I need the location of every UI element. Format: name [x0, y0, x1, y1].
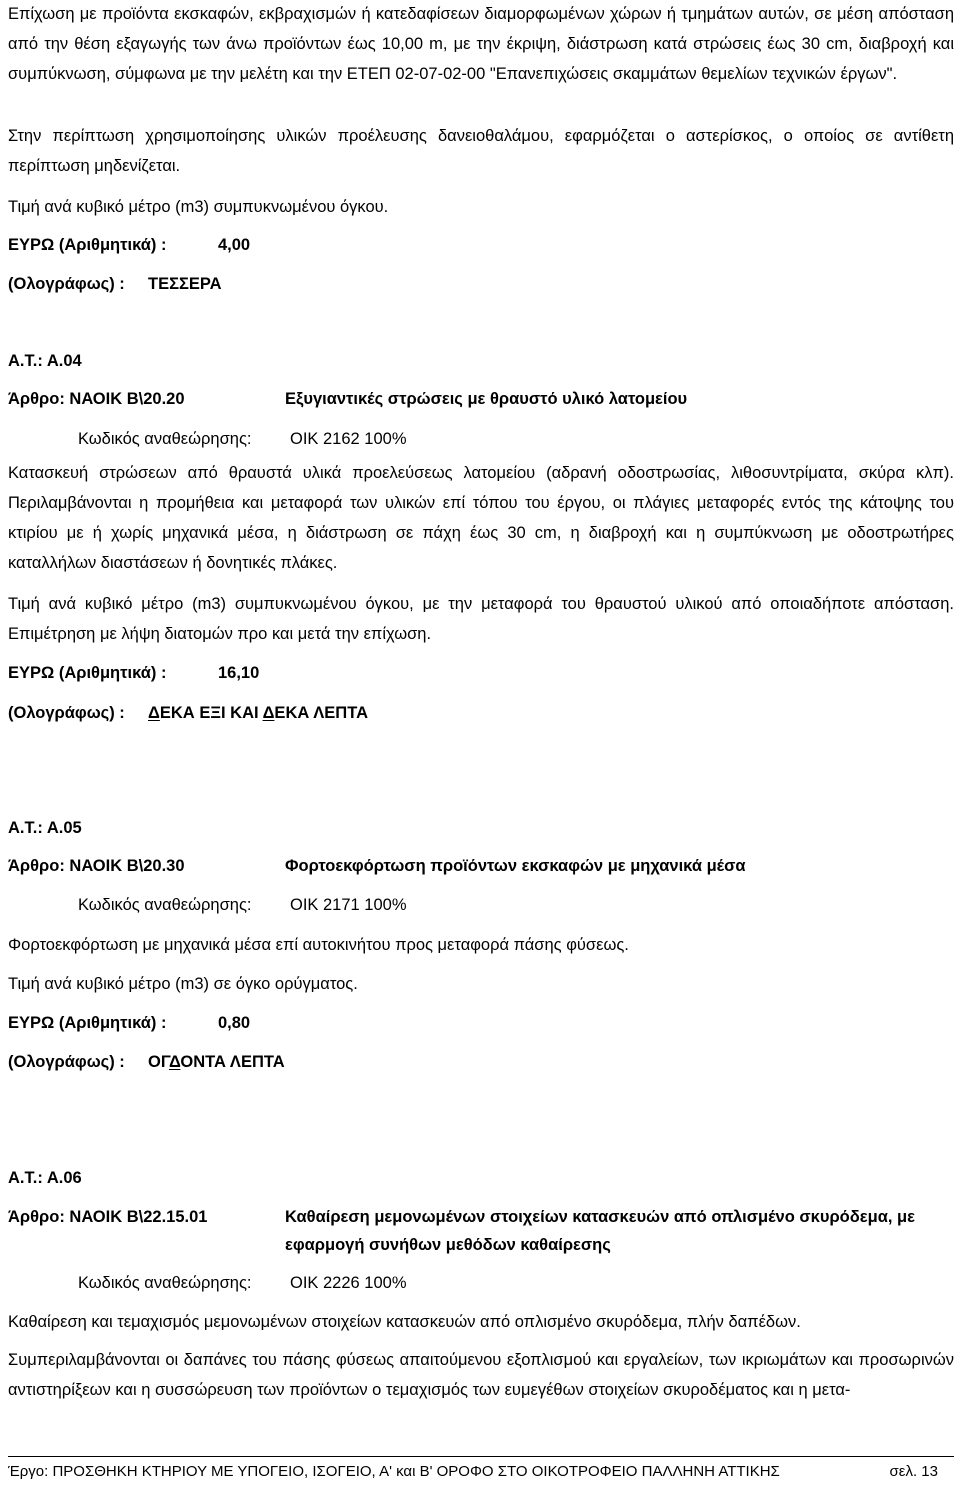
item-description: Κατασκευή στρώσεων από θραυστά υλικά προελεύσεως λατομείου (αδρανή οδοστρωσίας, λιθοσυντρίματα, σκύρα κλπ). Περιλαμβάνονται η προμήθεια και μεταφορά των υλικών επί τόπου του έργου, οι πλάγιες μεταφορές εντός της κάτοψης του κτιρίου με ή χωρίς μηχανικά μέσα, η διάστρωση σε πάχη έως 30 cm, η διαβροχή και η συμπύκνωση με οδοστρωτήρες καταλλήλων διαστάσεων ή δονητικές πλάκες.: [8, 464, 954, 572]
article-code: Άρθρο: ΝΑΟΙΚ Β\22.15.01: [8, 1208, 208, 1226]
item-pricing-note: Συμπεριλαμβάνονται οι δαπάνες του πάσης φύσεως απαιτούμενου εξοπλισμού και εργαλείων, των ικριωμάτων και προσωρινών αντιστηρίξεων και η συσσώρευση των προϊόντων ο τεμαχισμός των ευμεγέθων στοιχείων σκυροδέματος και η μετα-: [8, 1351, 954, 1399]
item-code: Α.Τ.: Α.06: [8, 1169, 82, 1187]
revision-value: ΟΙΚ 2162 100%: [290, 430, 407, 448]
item-description: Φορτοεκφόρτωση με μηχανικά μέσα επί αυτοκινήτου προς μεταφορά πάσης φύσεως.: [8, 936, 629, 954]
footer-divider: [8, 1456, 954, 1457]
revision-label: Κωδικός αναθεώρησης:: [78, 430, 252, 448]
price-numeric-value: 4,00: [218, 236, 251, 254]
item-pricing-note: Τιμή ανά κυβικό μέτρο (m3) σε όγκο ορύγματος.: [8, 975, 358, 993]
article-title: Φορτοεκφόρτωση προϊόντων εκσκαφών με μηχανικά μέσα: [285, 857, 746, 875]
revision-value: ΟΙΚ 2171 100%: [290, 896, 407, 914]
price-numeric-value: 16,10: [218, 664, 260, 682]
price-words-value: ΤΕΣΣΕΡΑ: [148, 275, 222, 293]
item-pricing-note: Τιμή ανά κυβικό μέτρο (m3) συμπυκνωμένου όγκου, με την μεταφορά του θραυστού υλικού από οποιαδήποτε απόσταση. Επιμέτρηση με λήψη διατομών προ και μετά την επίχωση.: [8, 595, 954, 643]
article-title: Καθαίρεση μεμονωμένων στοιχείων κατασκευών από οπλισμένο σκυρόδεμα, με εφαρμογή συνήθων μεθόδων καθαίρεσης: [285, 1208, 915, 1254]
footer-page-number: σελ. 13: [889, 1463, 938, 1480]
price-numeric-label: ΕΥΡΩ (Αριθμητικά) :: [8, 664, 167, 682]
revision-value: ΟΙΚ 2226 100%: [290, 1274, 407, 1292]
intro-paragraph: Επίχωση με προϊόντα εκσκαφών, εκβραχισμών ή κατεδαφίσεων διαμορφωμένων χώρων ή τμημάτων αυτών, σε μέση απόσταση από την θέση εξαγωγής των άνω προϊόντων έως 10,00 m, με την έκριψη, διάστρωση κατά στρώσεις έως 30 cm, διαβροχή και συμπύκνωση, σύμφωνα με την μελέτη και την ΕΤΕΠ 02-07-02-00 "Επανεπιχώσεις σκαμμάτων θεμελίων τεχνικών έργων".: [8, 5, 954, 83]
price-words-label: (Ολογράφως) :: [8, 704, 125, 722]
article-code: Άρθρο: ΝΑΟΙΚ Β\20.20: [8, 390, 185, 408]
footer-project: Έργο: ΠΡΟΣΘΗΚΗ ΚΤΗΡΙΟΥ ΜΕ ΥΠΟΓΕΙΟ, ΙΣΟΓΕΙΟ, Α' και Β' ΟΡΟΦΟ ΣΤΟ ΟΙΚΟΤΡΟΦΕΙΟ ΠΑΛΛΗΝΗ ΑΤΤΙΚΗΣ: [8, 1463, 780, 1480]
revision-label: Κωδικός αναθεώρησης:: [78, 896, 252, 914]
item-code: Α.Τ.: Α.05: [8, 819, 82, 837]
price-words-label: (Ολογράφως) :: [8, 1053, 125, 1071]
price-numeric-label: ΕΥΡΩ (Αριθμητικά) :: [8, 1014, 167, 1032]
price-numeric-value: 0,80: [218, 1014, 251, 1032]
price-numeric-label: ΕΥΡΩ (Αριθμητικά) :: [8, 236, 167, 254]
item-description: Καθαίρεση και τεμαχισμός μεμονωμένων στοιχείων κατασκευών από οπλισμένο σκυρόδεμα, πλήν δαπέδων.: [8, 1313, 801, 1331]
article-code: Άρθρο: ΝΑΟΙΚ Β\20.30: [8, 857, 185, 875]
price-words-value: ΔΕΚΑ ΕΞΙ ΚΑΙ ΔΕΚΑ ΛΕΠΤΑ: [148, 704, 368, 722]
intro-unit-text: Τιμή ανά κυβικό μέτρο (m3) συμπυκνωμένου όγκου.: [8, 198, 389, 216]
revision-label: Κωδικός αναθεώρησης:: [78, 1274, 252, 1292]
article-title: Εξυγιαντικές στρώσεις με θραυστό υλικό λατομείου: [285, 390, 688, 408]
price-words-label: (Ολογράφως) :: [8, 275, 125, 293]
intro-note-paragraph: Στην περίπτωση χρησιμοποίησης υλικών προέλευσης δανειοθαλάμου, εφαρμόζεται ο αστερίσκος, ο οποίος σε αντίθετη περίπτωση μηδενίζεται.: [8, 127, 954, 175]
item-code: Α.Τ.: Α.04: [8, 352, 82, 370]
price-words-value: ΟΓΔΟΝΤΑ ΛΕΠΤΑ: [148, 1053, 285, 1071]
